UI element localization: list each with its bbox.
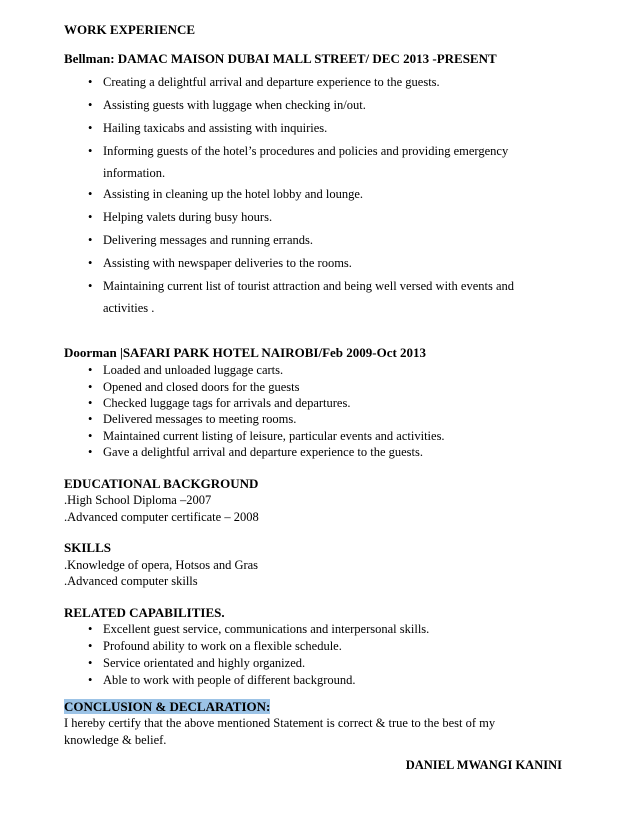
bullet-icon: • <box>88 380 93 394</box>
bullet-icon: • <box>88 210 93 224</box>
bullet-icon: • <box>88 656 93 670</box>
bullet-icon: • <box>88 445 93 459</box>
list-item-continuation: information. <box>103 166 166 180</box>
job-2-title: Doorman |SAFARI PARK HOTEL NAIROBI/Feb 2009-Oct 2013 <box>64 345 427 360</box>
bullet-icon: • <box>88 144 93 158</box>
bullet-icon: • <box>88 121 93 135</box>
bullet-icon: • <box>88 187 93 201</box>
signature-name: DANIEL MWANGI KANINI <box>405 758 562 772</box>
skills-line: .Knowledge of opera, Hotsos and Gras <box>64 558 259 572</box>
bullet-icon: • <box>88 639 93 653</box>
bullet-icon: • <box>88 233 93 247</box>
bullet-icon: • <box>88 673 93 687</box>
bullet-icon: • <box>88 396 93 410</box>
work-experience-heading: WORK EXPERIENCE <box>64 22 196 37</box>
list-item-continuation: activities . <box>103 301 155 315</box>
bullet-icon: • <box>88 256 93 270</box>
bullet-icon: • <box>88 279 93 293</box>
declaration-line: I hereby certify that the above mentioned Statement is correct & true to the best of my <box>64 716 496 730</box>
job-1-title: Bellman: DAMAC MAISON DUBAI MALL STREET/ DEC 2013 -PRESENT <box>64 51 497 66</box>
resume-page: WORK EXPERIENCE Bellman: DAMAC MAISON DUBAI MALL STREET/ DEC 2013 -PRESENT • Creating a delightful arrival and departure experience to the guests. • Assisting guests with luggage when checking in/out. • Hailing taxicabs and assisting with inquiries. • Informing guests of the hotel’s procedures and policies and providing emergency • Assisting in cleaning up the hotel lobby and lounge. • Helping valets during busy hours. • Delivering messages and running errands. • Assisting with newspaper deliveries to the rooms. • Maintaining current list of tourist attraction and being well versed with events and information. activities . Doorman |SAFARI PARK HOTEL NAIROBI/Feb 2009-Oct 2013 • Loaded and unloaded luggage carts. • Opened and closed doors for the guests • Checked luggage tags for arrivals and departures. • Delivered messages to meeting rooms. • Maintained current listing of leisure, particular events and activities. • Gave a delightful arrival and departure experience to the guests. EDUCATIONAL BACKGROUND .High School Diploma –2007 .Advanced computer certificate – 2008 SKILLS .Knowledge of opera, Hotsos and Gras .Advanced computer skills RELATED CAPABILITIES. • Excellent guest service, communications and interpersonal skills. • Profound ability to work on a flexible schedule. • Service orientated and highly organized. • Able to work with people of different background. CONCLUSION & DECLARATION: I hereby certify that the above mentioned Statement is correct & true to the best of my knowledge & belief. DANIEL MWANGI KANINI <box>64 22 562 772</box>
education-line: .Advanced computer certificate – 2008 <box>64 510 259 524</box>
conclusion-heading <box>64 699 270 715</box>
bullet-icon: • <box>88 429 93 443</box>
declaration-line: knowledge & belief. <box>64 733 167 747</box>
conclusion-heading-text: CONCLUSION & DECLARATION: <box>64 699 271 714</box>
education-line: .High School Diploma –2007 <box>64 493 212 507</box>
education-heading: EDUCATIONAL BACKGROUND <box>64 476 259 491</box>
capabilities-heading: RELATED CAPABILITIES. <box>64 605 225 620</box>
skills-line: .Advanced computer skills <box>64 574 198 588</box>
bullet-icon: • <box>88 98 93 112</box>
bullet-icon: • <box>88 75 93 89</box>
bullet-icon: • <box>88 363 93 377</box>
bullet-icon: • <box>88 622 93 636</box>
bullet-icon: • <box>88 412 93 426</box>
skills-heading: SKILLS <box>64 540 111 555</box>
